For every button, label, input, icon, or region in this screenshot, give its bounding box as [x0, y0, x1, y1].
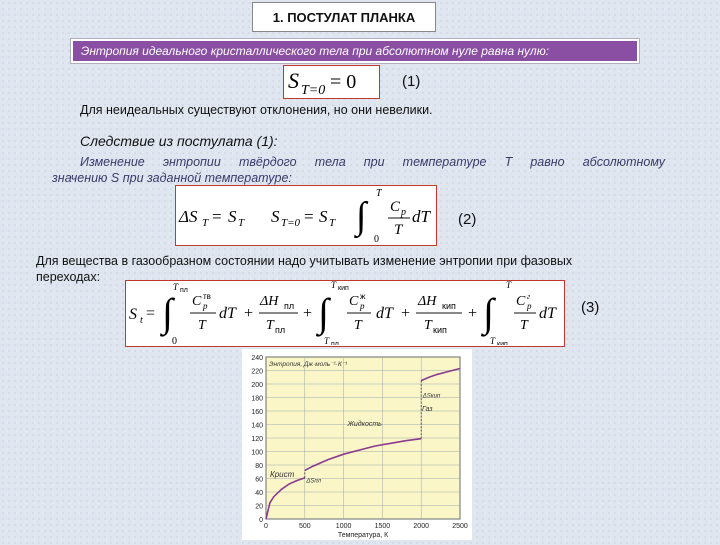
svg-text:г: г	[527, 292, 531, 301]
svg-text:dT: dT	[219, 305, 236, 322]
y-tick-label: 200	[251, 382, 263, 389]
svg-text:T=0: T=0	[281, 217, 301, 229]
x-tick-label: 0	[264, 523, 268, 530]
svg-text:C: C	[349, 294, 359, 309]
corollary-heading: Следствие из постулата (1):	[80, 133, 278, 149]
svg-text:∫: ∫	[356, 195, 367, 237]
gas-phase-text-line1: Для вещества в газообразном состоянии надо учитывать изменение энтропии при фазовых	[36, 254, 573, 268]
equation-1-number: (1)	[402, 73, 421, 90]
equation-2	[176, 186, 435, 244]
svg-text:C: C	[516, 294, 526, 309]
svg-text:S: S	[228, 207, 237, 226]
equation-3-box	[125, 280, 565, 347]
svg-text:+: +	[244, 305, 254, 322]
svg-text:=: =	[146, 305, 156, 322]
svg-text:C: C	[390, 199, 401, 215]
slide-title: 1. ПОСТУЛАТ ПЛАНКА	[252, 2, 436, 32]
y-tick-label: 240	[251, 355, 263, 362]
svg-text:T: T	[198, 318, 206, 333]
svg-text:T: T	[490, 336, 496, 345]
nonideal-note: Для неидеальных существуют отклонения, но они невелики.	[80, 103, 433, 117]
svg-text:T=0: T=0	[301, 83, 326, 97]
chart-annotation: ΔSпл	[306, 478, 322, 485]
y-tick-label: 40	[255, 490, 263, 497]
svg-text:p: p	[203, 301, 208, 311]
svg-text:S: S	[129, 306, 137, 323]
y-tick-label: 80	[255, 463, 263, 470]
x-axis-label: Температура, К	[337, 532, 389, 539]
svg-text:S: S	[288, 68, 299, 93]
svg-text:T: T	[354, 318, 362, 333]
equation-1	[284, 66, 378, 97]
svg-text:T: T	[520, 318, 528, 333]
svg-text:dT: dT	[376, 305, 393, 322]
equation-2-number: (2)	[458, 211, 477, 228]
corollary-text-line1: Изменение энтропии твёрдого тела при температуре T равно абсолютному	[80, 155, 665, 169]
svg-text:T: T	[324, 336, 330, 345]
svg-text:кип: кип	[497, 341, 508, 345]
svg-text:0: 0	[374, 234, 379, 244]
corollary-text-line2: значению S при заданной температуре:	[52, 171, 292, 185]
svg-text:T: T	[331, 281, 337, 290]
svg-text:∫: ∫	[318, 290, 329, 335]
svg-text:+: +	[401, 305, 411, 322]
svg-text:∫: ∫	[483, 290, 494, 335]
svg-text:тв: тв	[203, 292, 211, 301]
equation-2-box	[175, 185, 437, 246]
svg-text:S: S	[271, 207, 280, 226]
svg-text:пл: пл	[331, 341, 339, 345]
y-tick-label: 0	[259, 517, 263, 524]
svg-text:dT: dT	[539, 305, 556, 322]
equation-1-box	[283, 65, 380, 99]
svg-text:0: 0	[172, 336, 177, 345]
svg-text:ΔH: ΔH	[260, 294, 279, 309]
chart-annotation: Крист	[270, 470, 295, 480]
svg-text:C: C	[192, 294, 202, 309]
y-tick-label: 20	[255, 503, 263, 511]
y-axis-label: Энтропия, Дж·моль⁻¹·К⁻¹	[269, 361, 348, 368]
svg-text:t: t	[140, 315, 143, 326]
svg-text:T: T	[266, 318, 274, 333]
y-tick-label: 60	[255, 476, 263, 484]
svg-text:∫: ∫	[162, 290, 173, 335]
svg-text:пл: пл	[275, 325, 286, 335]
svg-text:T: T	[424, 318, 432, 333]
svg-text:T: T	[394, 222, 403, 238]
entropy-chart-svg	[242, 349, 472, 540]
postulate-banner: Энтропия идеального кристаллического тела при абсолютном нуле равна нулю:	[71, 39, 639, 63]
svg-text:p: p	[527, 301, 532, 311]
y-tick-label: 220	[251, 368, 263, 376]
svg-text:кип: кип	[442, 301, 456, 311]
svg-text:p: p	[360, 301, 365, 311]
equation-3-number: (3)	[581, 299, 600, 316]
entropy-chart	[242, 349, 472, 540]
svg-text:p: p	[401, 207, 406, 218]
svg-text:=: =	[212, 207, 222, 226]
y-tick-label: 140	[251, 422, 263, 430]
svg-text:dT: dT	[412, 207, 430, 226]
svg-text:T: T	[173, 282, 179, 292]
svg-text:кип: кип	[433, 325, 447, 335]
svg-text:T: T	[506, 281, 512, 290]
svg-text:ΔS: ΔS	[179, 207, 198, 226]
svg-text:пл: пл	[180, 287, 188, 294]
svg-text:T: T	[376, 188, 382, 199]
svg-text:+: +	[468, 305, 478, 322]
svg-text:кип: кип	[338, 285, 349, 292]
svg-text:ж: ж	[360, 292, 366, 301]
x-tick-label: 2000	[413, 523, 429, 530]
x-tick-label: 1000	[335, 523, 352, 530]
svg-text:S: S	[319, 207, 328, 226]
svg-text:T: T	[238, 217, 245, 229]
equation-3	[126, 281, 563, 345]
chart-annotation: Жидкость	[347, 420, 382, 428]
x-tick-label: 500	[298, 523, 311, 530]
x-tick-label: 1500	[374, 523, 391, 530]
chart-annotation: Газ	[421, 406, 433, 413]
svg-text:ΔH: ΔH	[418, 294, 437, 309]
svg-text:T: T	[202, 217, 209, 229]
gas-phase-text-line2: переходах:	[36, 270, 101, 284]
svg-text:= 0: = 0	[330, 71, 357, 93]
svg-text:T: T	[329, 217, 336, 229]
svg-text:+: +	[303, 305, 313, 322]
chart-annotation: ΔSкип	[422, 393, 441, 400]
svg-text:=: =	[304, 207, 314, 226]
y-tick-label: 160	[251, 409, 263, 416]
y-tick-label: 120	[251, 436, 263, 443]
y-tick-label: 100	[251, 449, 263, 457]
svg-text:пл: пл	[284, 301, 295, 311]
y-tick-label: 180	[251, 395, 263, 403]
x-tick-label: 2500	[452, 523, 468, 530]
